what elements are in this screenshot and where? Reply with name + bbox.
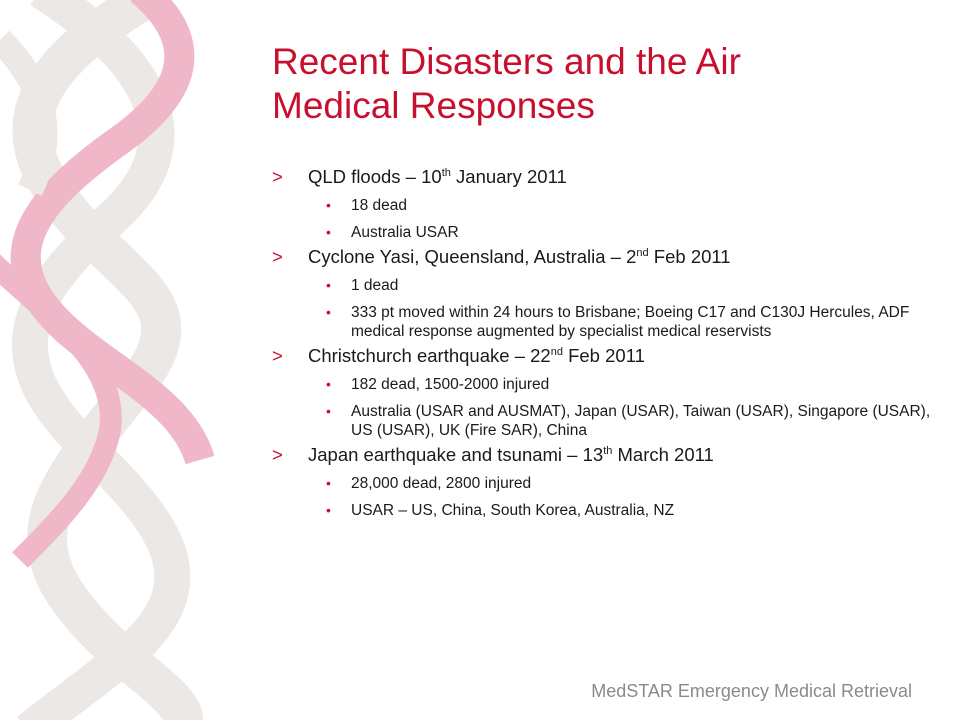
disaster-group — [272, 166, 932, 242]
detail-text: USAR – US, China, South Korea, Australia, NZ — [351, 502, 675, 519]
heading-text: Cyclone Yasi, Queensland, Australia – 2 — [308, 246, 637, 267]
detail-item — [272, 223, 932, 242]
decorative-ribbon — [0, 0, 260, 720]
ordinal-suffix: th — [603, 445, 613, 457]
heading-date: January 2011 — [450, 166, 567, 187]
heading-date: Feb 2011 — [562, 345, 645, 366]
bullet-dot-icon: • — [326, 475, 331, 491]
detail-text: Australia USAR — [351, 224, 459, 241]
detail-text: 28,000 dead, 2800 injured — [351, 475, 532, 492]
detail-text: 1 dead — [351, 277, 399, 294]
heading-date: Feb 2011 — [648, 246, 731, 267]
ordinal-suffix: nd — [636, 247, 649, 259]
detail-text: 182 dead, 1500-2000 injured — [351, 376, 550, 393]
detail-item — [272, 303, 932, 341]
disaster-heading — [272, 444, 932, 466]
ordinal-suffix: nd — [550, 346, 563, 358]
slide-title — [272, 40, 912, 129]
bullet-dot-icon: • — [326, 277, 331, 293]
bullet-dot-icon: • — [326, 502, 331, 518]
detail-item — [272, 501, 932, 520]
disaster-heading — [272, 246, 932, 268]
detail-text: 333 pt moved within 24 hours to Brisbane; Boeing C17 and C130J Hercules, ADF medical response augmented by specialist medical reservists — [351, 304, 910, 340]
disaster-group — [272, 444, 932, 520]
slide-title-line-1: Recent Disasters and the Air — [272, 41, 741, 82]
chevron-marker-icon: > — [272, 246, 283, 267]
ordinal-suffix: th — [441, 167, 451, 179]
chevron-marker-icon: > — [272, 345, 283, 366]
heading-date: March 2011 — [612, 444, 714, 465]
disaster-group — [272, 345, 932, 440]
bullet-dot-icon: • — [326, 197, 331, 213]
bullet-dot-icon: • — [326, 403, 331, 419]
bullet-dot-icon: • — [326, 304, 331, 320]
chevron-marker-icon: > — [272, 166, 283, 187]
slide-title-line-2: Medical Responses — [272, 85, 595, 127]
heading-text: Japan earthquake and tsunami – 13 — [308, 444, 604, 465]
detail-text: Australia (USAR and AUSMAT), Japan (USAR), Taiwan (USAR), Singapore (USAR), US (USAR), UK (Fire SAR), China — [351, 403, 931, 439]
detail-text: 18 dead — [351, 197, 408, 214]
footer-brand: MedSTAR Emergency Medical Retrieval — [591, 681, 912, 701]
bullet-dot-icon: • — [326, 376, 331, 392]
detail-item — [272, 375, 932, 394]
heading-text: Christchurch earthquake – 22 — [308, 345, 551, 366]
disaster-heading — [272, 166, 932, 188]
detail-item — [272, 276, 932, 295]
bullet-dot-icon: • — [326, 224, 331, 240]
detail-item — [272, 402, 932, 440]
bullet-list — [272, 166, 932, 524]
chevron-marker-icon: > — [272, 444, 283, 465]
detail-item — [272, 474, 932, 493]
detail-item — [272, 196, 932, 215]
heading-text: QLD floods – 10 — [308, 166, 442, 187]
disaster-group — [272, 246, 932, 341]
disaster-heading — [272, 345, 932, 367]
